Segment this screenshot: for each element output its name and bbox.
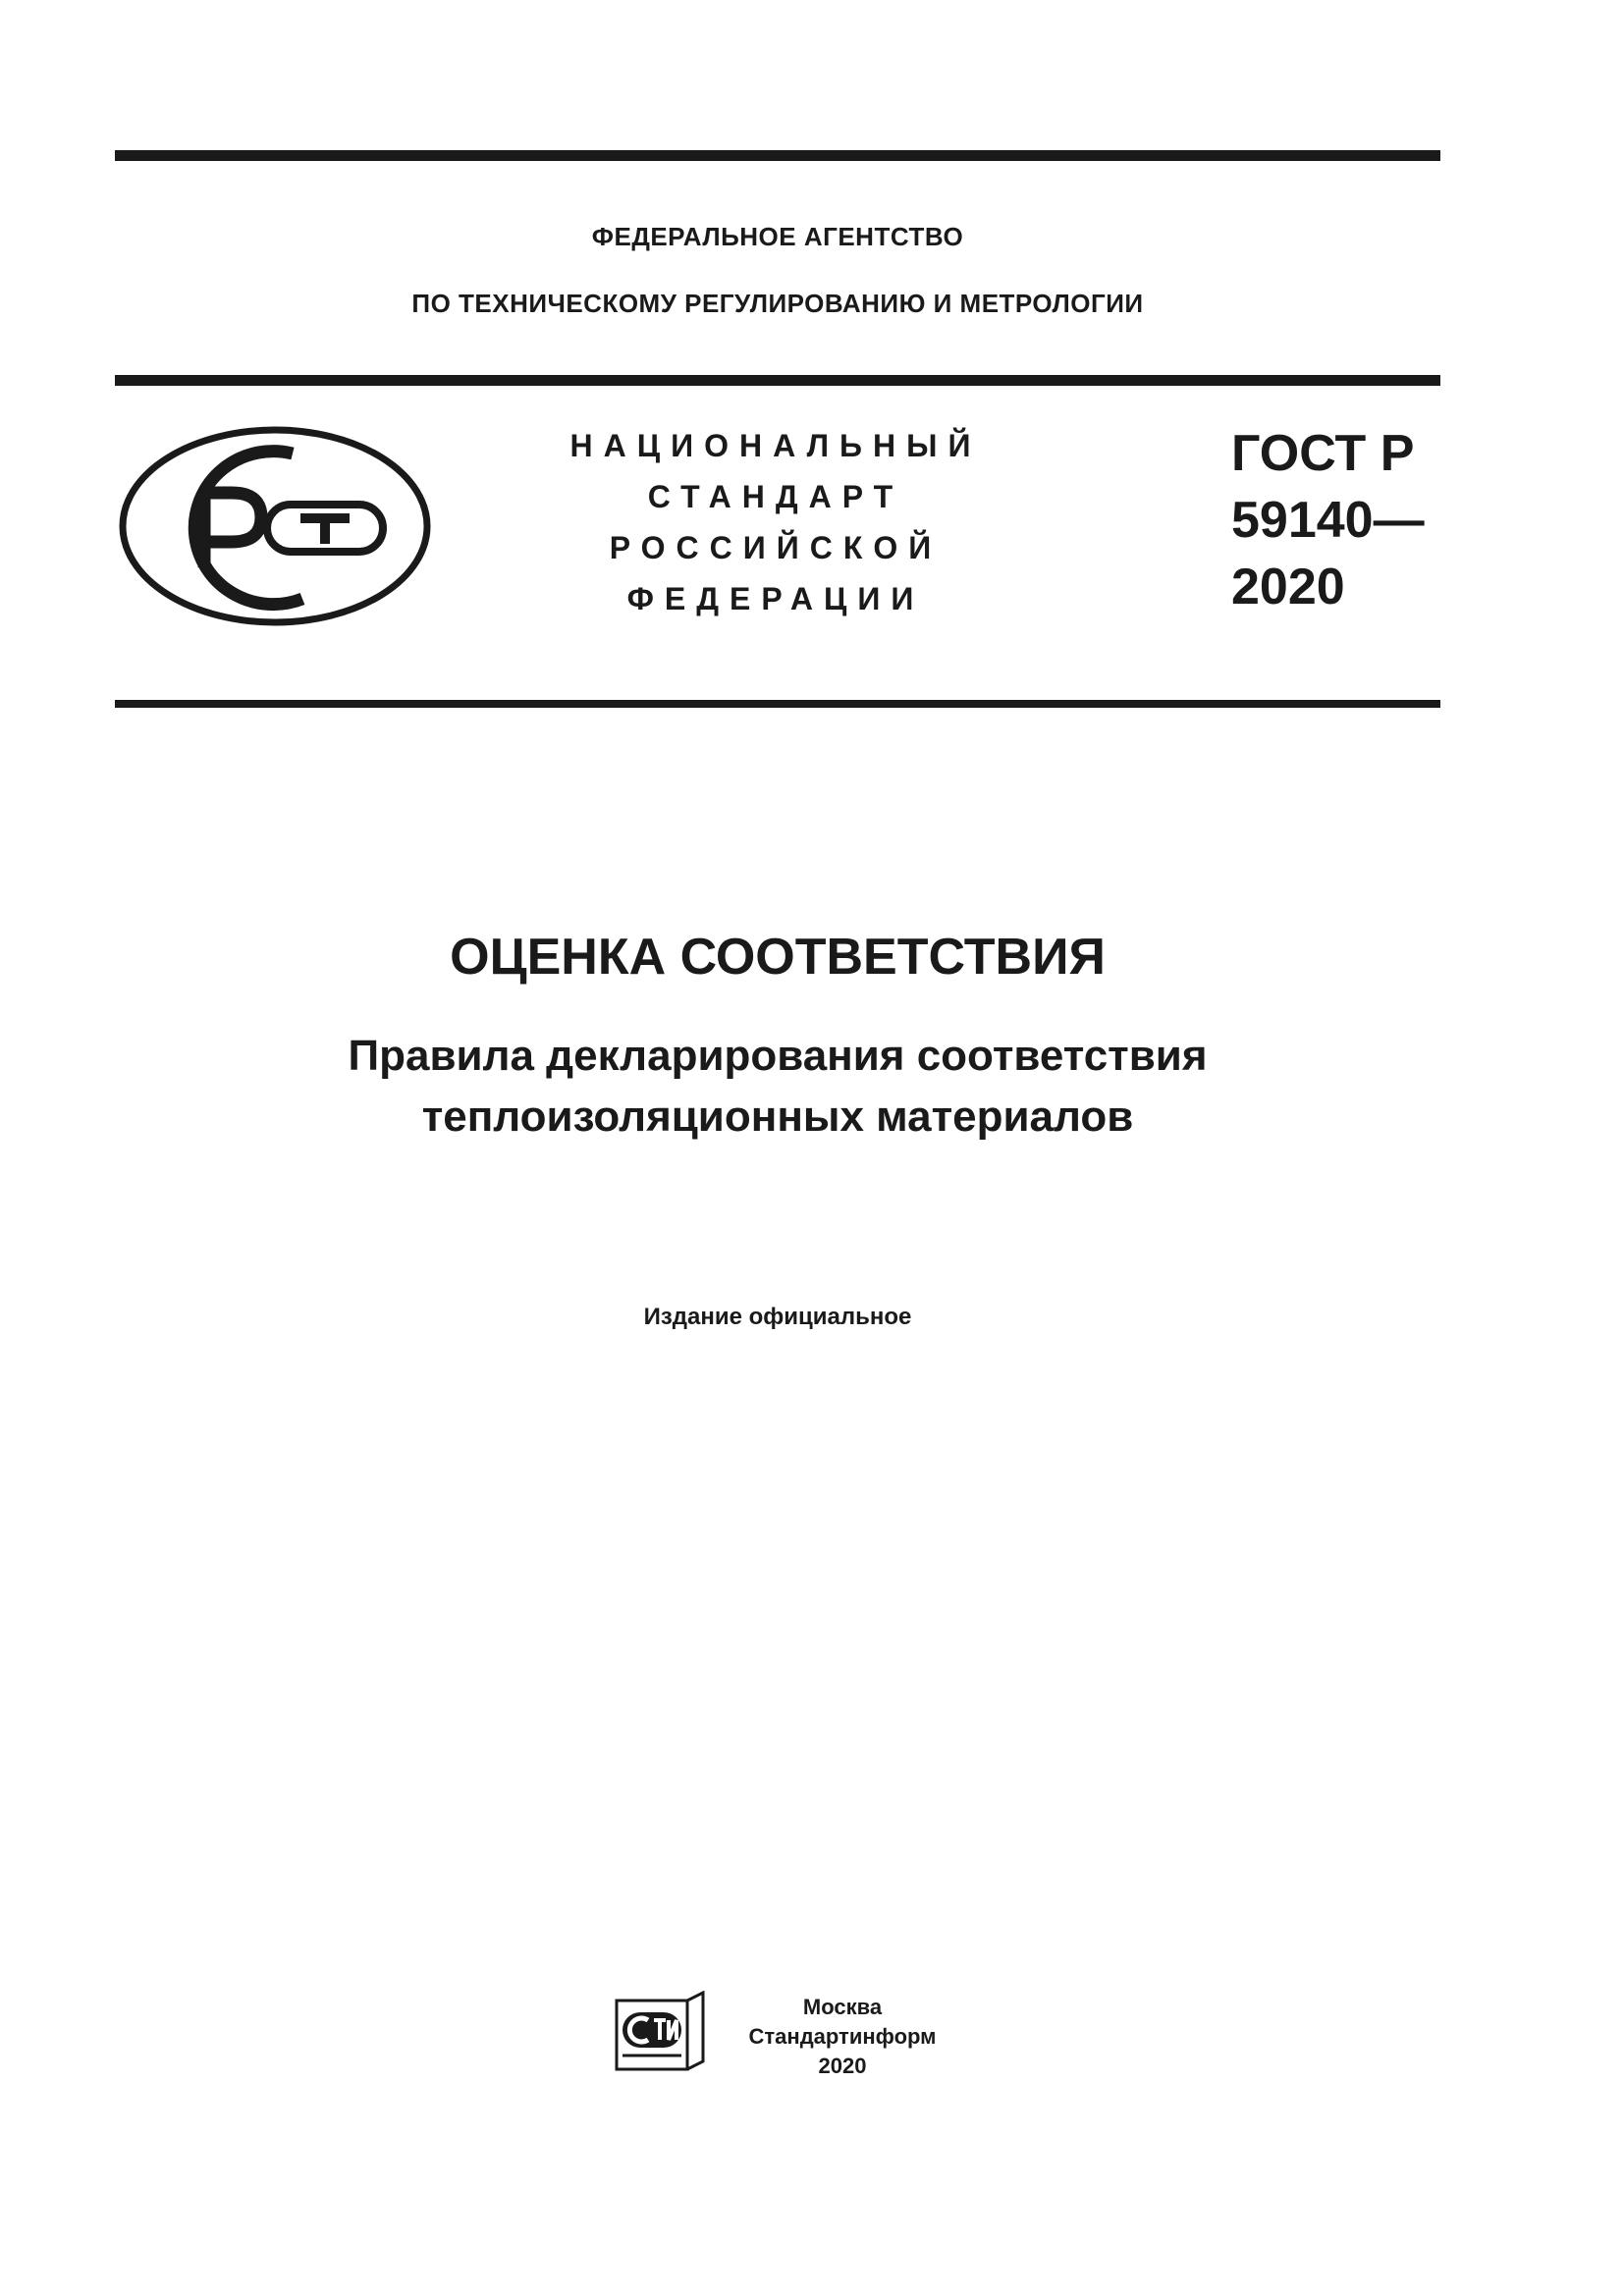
document-subtitle [115, 1026, 1440, 1148]
standartinform-logo-icon [615, 1991, 707, 2071]
publisher-year: 2020 [818, 2054, 867, 2078]
rst-logo-icon [118, 424, 432, 628]
designation-line-2: 59140— [1231, 492, 1425, 549]
designation-line-1: ГОСТ Р [1231, 425, 1415, 482]
publisher-block [725, 1993, 960, 2081]
standard-type-line-3: РОССИЙСКОЙ [609, 530, 943, 565]
header-bottom-rule [115, 700, 1440, 708]
document-title: ОЦЕНКА СООТВЕТСТВИЯ [450, 929, 1106, 986]
standard-type-label [550, 420, 1001, 624]
standard-designation [1231, 420, 1447, 620]
agency-name-line-2: ПО ТЕХНИЧЕСКОМУ РЕГУЛИРОВАНИЮ И МЕТРОЛОГИИ [411, 289, 1144, 318]
standard-type-line-4: ФЕДЕРАЦИИ [626, 581, 925, 616]
agency-name-line-1: ФЕДЕРАЛЬНОЕ АГЕНТСТВО [591, 222, 964, 251]
edition-label: Издание официальное [643, 1304, 912, 1330]
publisher-city: Москва [802, 1995, 883, 2019]
standard-type-line-2: СТАНДАРТ [647, 479, 904, 514]
header-rule [115, 375, 1440, 386]
top-rule [115, 150, 1440, 161]
designation-line-3: 2020 [1231, 559, 1345, 615]
subtitle-line-2: теплоизоляционных материалов [421, 1093, 1134, 1141]
standard-type-line-1: НАЦИОНАЛЬНЫЙ [569, 428, 982, 463]
publisher-name: Стандартинформ [748, 2024, 937, 2049]
subtitle-line-1: Правила декларирования соответствия [348, 1032, 1208, 1080]
